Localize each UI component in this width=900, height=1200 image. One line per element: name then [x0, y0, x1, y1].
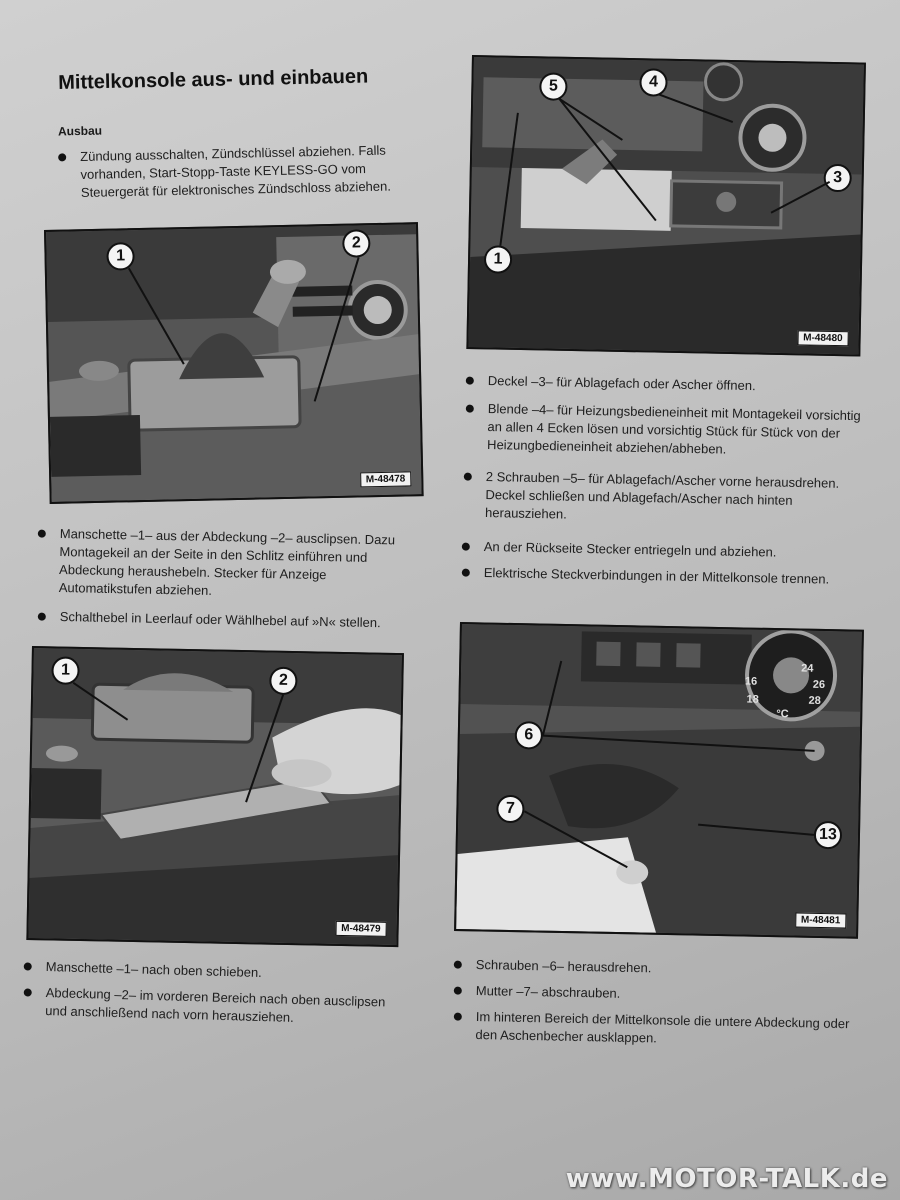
- bullet-icon: [24, 988, 32, 996]
- callout-1: 1: [484, 245, 513, 274]
- callout-leader-lines: [468, 57, 863, 354]
- gauge-label: 16: [744, 675, 758, 688]
- bullet-text: Elektrische Steckverbindungen in der Mittelkonsole trennen.: [483, 564, 830, 587]
- callout-leader-lines: [46, 224, 422, 502]
- figure-console-screws: [454, 622, 864, 939]
- bullet-text: Manschette –1– nach oben schieben.: [45, 958, 262, 981]
- instruction-bullet: [475, 1008, 861, 1051]
- gauge-label: 26: [812, 678, 826, 692]
- watermark: www.MOTOR-TALK.de: [565, 1164, 888, 1194]
- callout-1: 1: [51, 656, 80, 685]
- instruction-bullet: [484, 564, 869, 589]
- instruction-bullet: [484, 538, 869, 563]
- instruction-bullet: [60, 608, 420, 633]
- figure-cover-removal: [26, 646, 404, 947]
- bullet-icon: [58, 153, 66, 161]
- figure-reference: M-48478: [360, 471, 412, 487]
- instruction-bullet: [488, 372, 873, 397]
- bullet-text: Zündung ausschalten, Zündschlüssel abziehen. Falls vorhanden, Start-Stopp-Taste KEYLESS-GO vom Steuergerät für elektronisches Zündschloss abziehen.: [80, 142, 392, 200]
- figure-reference: M-48481: [795, 912, 847, 928]
- callout-2: 2: [342, 229, 371, 258]
- callout-3: 3: [823, 164, 852, 193]
- figure-console-trim: [466, 55, 866, 357]
- bullet-icon: [462, 543, 470, 551]
- instruction-bullet: [45, 984, 406, 1030]
- figure-gear-shift-boot: [44, 222, 424, 504]
- gauge-label: 18: [746, 693, 759, 706]
- instruction-bullet: [476, 956, 861, 981]
- callout-13: 13: [814, 821, 843, 850]
- intro-bullet: [80, 141, 426, 202]
- callout-2: 2: [269, 667, 298, 696]
- callout-4: 4: [639, 68, 668, 97]
- instruction-bullet: [45, 958, 405, 986]
- bullet-icon: [454, 987, 462, 995]
- bullet-text: Blende –4– für Heizungsbedieneinheit mit Montagekeil vorsichtig an allen 4 Ecken lösen und vorsichtig Stück für Stück von der Heizungbedieneinheit abziehen/abheben.: [487, 400, 861, 457]
- bullet-text: Schalthebel in Leerlauf oder Wählhebel auf »N« stellen.: [59, 608, 381, 631]
- figure-reference: M-48479: [335, 921, 387, 937]
- bullet-icon: [38, 530, 46, 538]
- bullet-text: Deckel –3– für Ablagefach oder Ascher öffnen.: [487, 372, 756, 394]
- gauge-label: °C: [776, 708, 789, 721]
- bullet-icon: [24, 962, 32, 970]
- bullet-icon: [462, 569, 470, 577]
- callout-6: 6: [515, 721, 544, 750]
- gauge-label: 28: [808, 694, 821, 707]
- callout-leader-lines: [456, 624, 862, 937]
- bullet-icon: [464, 473, 472, 481]
- callout-7: 7: [496, 795, 525, 824]
- instruction-bullet: [59, 525, 415, 604]
- callout-5: 5: [539, 72, 568, 101]
- callout-leader-lines: [28, 648, 401, 945]
- bullet-text: Manschette –1– aus der Abdeckung –2– ausclipsen. Dazu Montagekeil an der Seite in den Schlitz einführen und Abdeckung heraushebeln. Stecker für Anzeige Automatikstufen abziehen.: [58, 525, 396, 598]
- bullet-text: Abdeckung –2– im vorderen Bereich nach oben ausclipsen und anschließend nach vorn herausziehen.: [45, 984, 386, 1025]
- callout-1: 1: [106, 242, 135, 271]
- section-heading: Ausbau: [57, 123, 103, 139]
- gauge-label: 24: [801, 662, 814, 675]
- bullet-text: Mutter –7– abschrauben.: [475, 982, 621, 1001]
- bullet-text: Schrauben –6– herausdrehen.: [475, 956, 652, 976]
- page-title: Mittelkonsole aus- und einbauen: [58, 65, 369, 94]
- figure-reference: M-48480: [797, 330, 849, 346]
- bullet-text: 2 Schrauben –5– für Ablagefach/Ascher vorne herausdrehen. Deckel schließen und Ablagefach/Ascher nach hinten herausziehen.: [485, 468, 840, 522]
- bullet-icon: [454, 961, 462, 969]
- bullet-text: Im hinteren Bereich der Mittelkonsole die untere Abdeckung oder den Aschenbecher ausklappen.: [475, 1008, 850, 1046]
- instruction-bullet: [476, 982, 861, 1007]
- instruction-bullet: [487, 400, 873, 461]
- bullet-icon: [38, 613, 46, 621]
- instruction-bullet: [485, 468, 871, 529]
- bullet-text: An der Rückseite Stecker entriegeln und abziehen.: [483, 538, 777, 560]
- bullet-icon: [466, 405, 474, 413]
- bullet-icon: [454, 1013, 462, 1021]
- bullet-icon: [466, 377, 474, 385]
